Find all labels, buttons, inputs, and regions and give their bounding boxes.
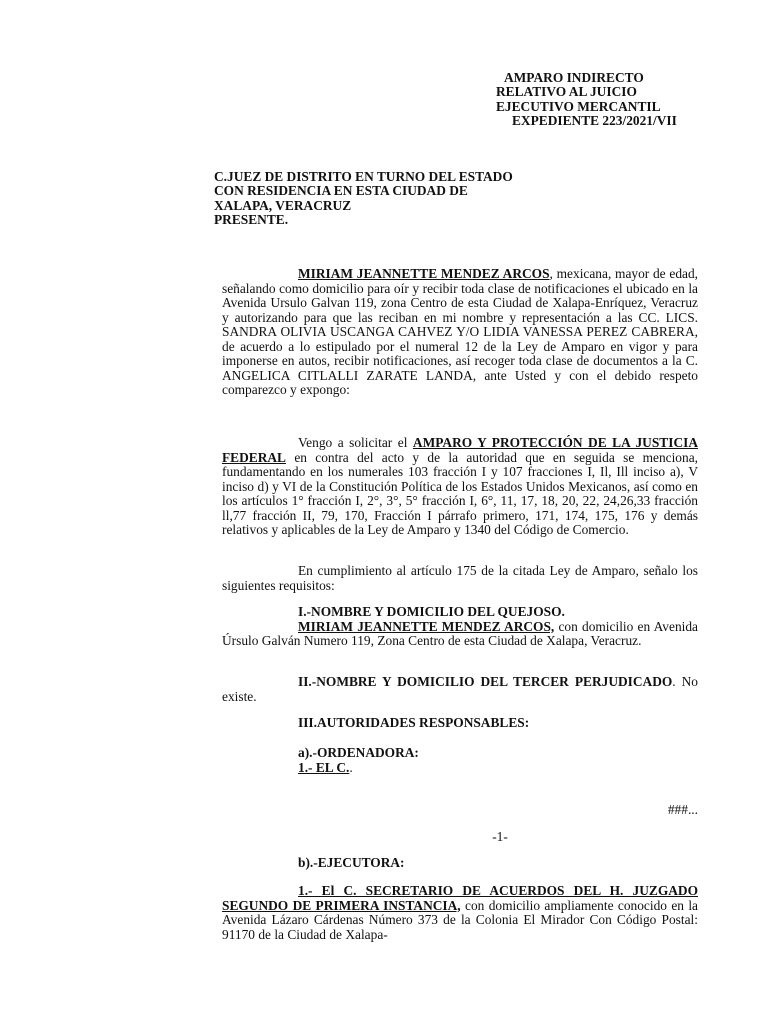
ejecutora-item-text: con domicilio ampliamente conocido en la Avenida Lázaro Cárdenas Número 373 de la Colonia El Mirador Con Código Postal: 91170 de la Ciudad de Xalapa- xyxy=(222,897,698,942)
ordenadora-heading: a).-ORDENADORA: xyxy=(298,745,419,760)
intro-text: , mexicana, mayor de edad, señalando como domicilio para oír y recibir toda clase de notificaciones el ubicado en la Avenida Ursulo Galvan 119, zona Centro de esta Ciudad de Xalapa-Enríquez, Veracruz y autorizando para que las reciban en mi nombre y representación a las CC. LICS. SANDRA OLIVIA USCANGA CAHVEZ Y/O LIDIA VANESSA PEREZ CABRERA, de acuerdo a lo estipulado por el numeral 12 de la Ley de Amparo en vigor y para imponerse en autos, recibir notificaciones, así recoger toda clase de documentos a la C. ANGELICA CITLALLI ZARATE LANDA, ante Usted y con el debido respeto comparezco y expongo: xyxy=(222,266,698,397)
addressee-line-3: XALAPA, VERACRUZ xyxy=(214,197,352,213)
ejecutora-item-bold: 1.- El C. SECRETARIO DE ACUERDOS DEL H. JUZGADO SEGUNDO DE PRIMERA INSTANCIA, xyxy=(222,883,698,913)
section-tercero xyxy=(222,675,698,704)
section-3-heading: III.AUTORIDADES RESPONSABLES: xyxy=(298,715,530,730)
section-1-heading: I.-NOMBRE Y DOMICILIO DEL QUEJOSO. xyxy=(298,604,565,619)
continuation-mark: ###... xyxy=(667,802,698,817)
section-ordenadora xyxy=(222,746,698,775)
header-line-3: EJECUTIVO MERCANTIL xyxy=(496,98,661,114)
header-line-1: AMPARO INDIRECTO xyxy=(504,70,644,85)
amparo-lead: Vengo a solicitar el xyxy=(298,435,413,450)
section-1-text: con domicilio en Avenida Úrsulo Galván Numero 119, Zona Centro de esta Ciudad de Xalapa, Veracruz. xyxy=(222,618,698,648)
header-line-2: RELATIVO AL JUICIO xyxy=(496,84,637,100)
ordenadora-item-tail: . xyxy=(349,759,353,775)
cumplimiento-text: En cumplimiento al artículo 175 de la citada Ley de Amparo, señalo los siguientes requisitos: xyxy=(222,563,698,593)
intro-name: MIRIAM JEANNETTE MENDEZ ARCOS xyxy=(298,266,550,281)
case-header xyxy=(496,71,726,129)
addressee-line-4: PRESENTE. xyxy=(214,212,289,228)
ejecutora-heading: b).-EJECUTORA: xyxy=(298,855,405,870)
section-2-heading: II.-NOMBRE Y DOMICILIO DEL TERCER PERJUDICADO xyxy=(298,674,673,689)
section-2-text: . No existe. xyxy=(222,674,698,704)
ejecutora-item-paragraph xyxy=(222,884,698,942)
section-quejoso xyxy=(222,605,698,649)
amparo-paragraph xyxy=(222,436,698,538)
addressee-block xyxy=(214,170,574,228)
ordenadora-item: 1.- EL C. xyxy=(298,759,350,775)
section-ejecutora xyxy=(222,856,698,871)
intro-paragraph xyxy=(222,267,698,398)
header-line-4: EXPEDIENTE 223/2021/VII xyxy=(512,113,677,129)
page-number: -1- xyxy=(492,829,508,844)
section-autoridades xyxy=(222,716,698,731)
addressee-line-1: C.JUEZ DE DISTRITO EN TURNO DEL ESTADO xyxy=(214,169,513,184)
amparo-text: en contra del acto y de la autoridad que en seguida se menciona, fundamentando en los numerales 103 fracción I y 107 fracciones I, Il, Ill inciso a), V inciso d) y VI de la Constitución Política de los Estados Unidos Mexicanos, así como en los artículos 1° fracción I, 2°, 3°, 5° fracción I, 6°, 11, 17, 18, 20, 22, 24,26,33 fracción ll,77 fracción II, 79, 170, Fracción I párrafo primero, 171, 174, 175, 176 y demás relativos y aplicables de la Ley de Amparo y 1340 del Código de Comercio. xyxy=(222,449,698,537)
cumplimiento-paragraph xyxy=(222,564,698,593)
addressee-line-2: CON RESIDENCIA EN ESTA CIUDAD DE xyxy=(214,183,468,199)
section-1-name: MIRIAM JEANNETTE MENDEZ ARCOS, xyxy=(298,618,555,634)
amparo-bold: AMPARO Y PROTECCIÓN DE LA JUSTICIA FEDERAL xyxy=(222,435,698,465)
